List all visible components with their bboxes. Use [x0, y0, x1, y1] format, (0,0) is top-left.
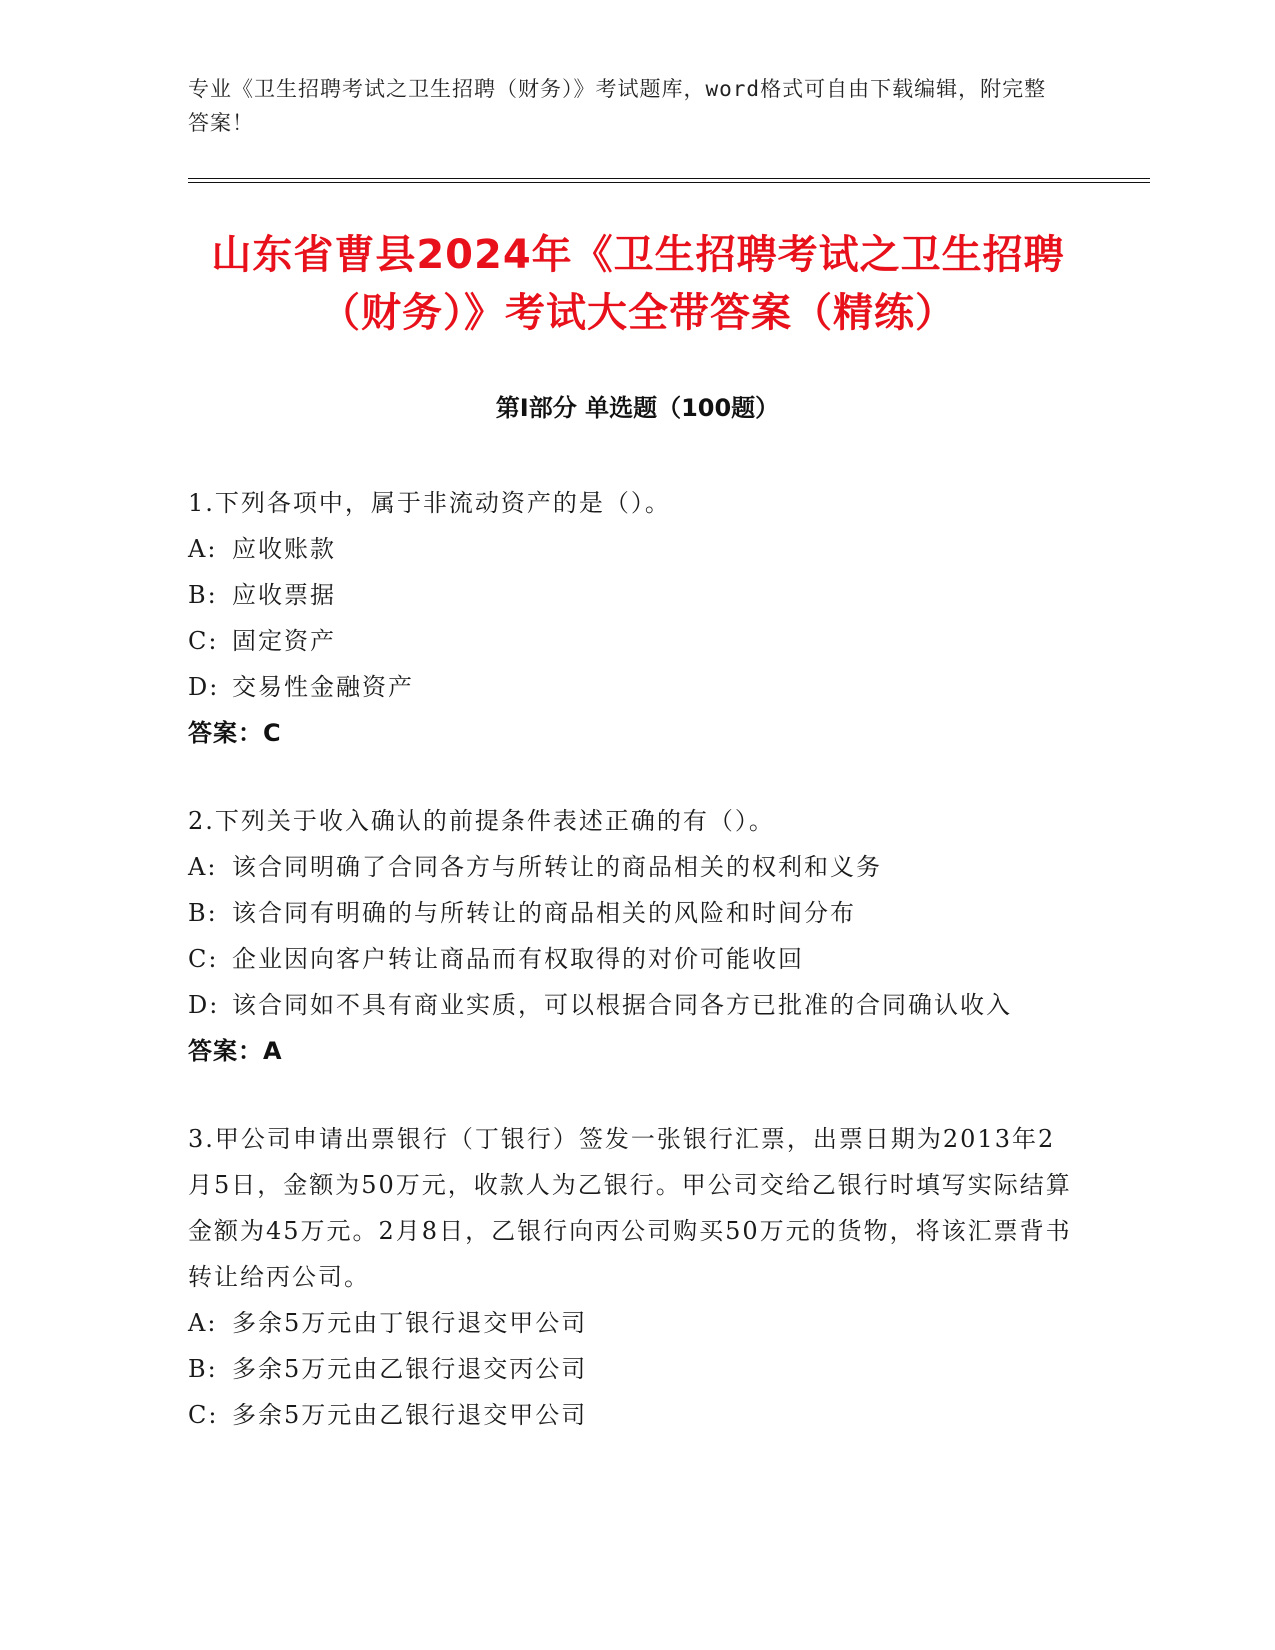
option-text: 交易性金融资产	[232, 673, 414, 701]
option-text: 该合同有明确的与所转让的商品相关的风险和时间分布	[232, 899, 856, 927]
option-b	[188, 1346, 1078, 1392]
option-text: 固定资产	[232, 627, 336, 655]
option-c	[188, 936, 1078, 982]
option-text: 多余5万元由乙银行退交丙公司	[232, 1355, 588, 1383]
option-key: D:	[188, 673, 220, 701]
option-a	[188, 844, 1078, 890]
question-stem: 1.下列各项中，属于非流动资产的是（）。	[188, 489, 671, 517]
option-key: B:	[188, 899, 218, 927]
option-d	[188, 982, 1078, 1028]
option-text: 该合同明确了合同各方与所转让的商品相关的权利和义务	[232, 853, 882, 881]
option-key: A:	[188, 1309, 218, 1337]
option-c	[188, 618, 1078, 664]
answer: 答案：A	[188, 1037, 283, 1065]
option-key: A:	[188, 853, 218, 881]
answer: 答案：C	[188, 719, 282, 747]
option-key: B:	[188, 581, 218, 609]
option-b	[188, 890, 1078, 936]
document-title: 山东省曹县2024年《卫生招聘考试之卫生招聘（财务）》考试大全带答案（精练）	[211, 232, 1065, 336]
option-key: C:	[188, 627, 219, 655]
option-c	[188, 1392, 1078, 1438]
option-text: 多余5万元由丁银行退交甲公司	[232, 1309, 588, 1337]
question-3	[188, 1116, 1078, 1438]
header-divider-2	[188, 182, 1150, 183]
option-text: 应收票据	[232, 581, 336, 609]
option-text: 企业因向客户转让商品而有权取得的对价可能收回	[232, 945, 804, 973]
option-text: 该合同如不具有商业实质，可以根据合同各方已批准的合同确认收入	[232, 991, 1012, 1019]
option-a	[188, 526, 1078, 572]
option-key: A:	[188, 535, 218, 563]
option-key: D:	[188, 991, 220, 1019]
option-text: 应收账款	[232, 535, 336, 563]
option-d	[188, 664, 1078, 710]
question-stem: 3.甲公司申请出票银行（丁银行）签发一张银行汇票，出票日期为2013年2月5日，金额为50万元，收款人为乙银行。甲公司交给乙银行时填写实际结算金额为45万元。2月8日，乙银行向丙公司购买50万元的货物，将该汇票背书转让给丙公司。	[188, 1125, 1072, 1291]
section-heading: 第I部分 单选题（100题）	[495, 394, 780, 422]
option-b	[188, 572, 1078, 618]
option-key: C:	[188, 945, 219, 973]
question-list	[188, 480, 1078, 1480]
header-note: 专业《卫生招聘考试之卫生招聘（财务）》考试题库，word格式可自由下载编辑，附完整答案！	[188, 77, 1047, 135]
option-key: C:	[188, 1401, 219, 1429]
option-text: 多余5万元由乙银行退交甲公司	[232, 1401, 588, 1429]
option-a	[188, 1300, 1078, 1346]
question-1	[188, 480, 1078, 756]
option-key: B:	[188, 1355, 218, 1383]
header-divider	[188, 178, 1150, 179]
question-2	[188, 798, 1078, 1074]
question-stem: 2.下列关于收入确认的前提条件表述正确的有（）。	[188, 807, 775, 835]
